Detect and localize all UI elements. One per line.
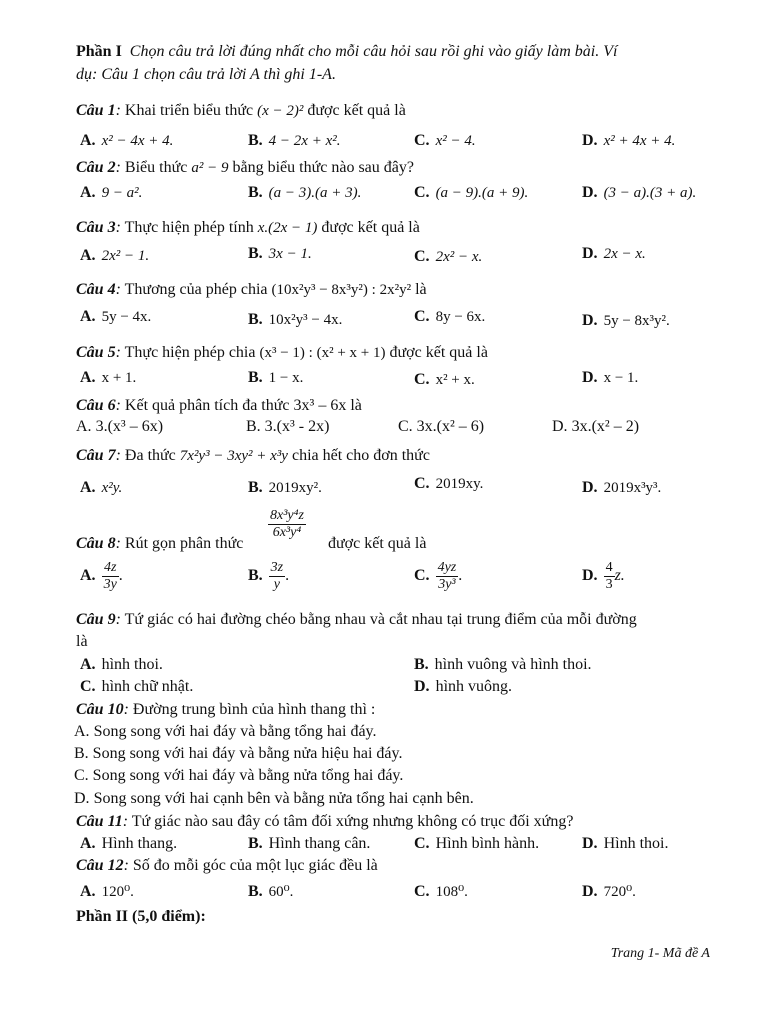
q7-option-a: A. x²y. [80,479,123,496]
q1-option-b: B. 4 − 2x + x². [248,132,341,149]
question-label: Câu 7 [76,447,116,464]
question-expression: 7x²y³ − 3xy² + x³y [179,448,288,464]
q6-option-b: B. 3.(x³ - 2x) [246,418,330,435]
question-4: Câu 4: Thương của phép chia (10x²y³ − 8x³y²) : 2x²y² là [76,281,427,298]
question-label: Câu 5 [76,344,116,361]
q12-option-a: A. 120⁰. [80,883,134,900]
q3-option-a: A. 2x² − 1. [80,247,150,264]
question-label: Câu 8 [76,535,116,552]
q11-option-d: D. Hình thoi. [582,835,669,852]
question-text: Tứ giác nào sau đây có tâm đối xứng nhưng không có trục đối xứng? [131,813,574,830]
q1-option-d: D. x² + 4x + 4. [582,132,676,149]
q12-option-c: C. 108⁰. [414,883,468,900]
q10-option-a: A. Song song với hai đáy và bằng tổng hai đáy. [74,723,377,740]
part1-line1 [76,42,617,62]
question-text: Số đo mỗi góc của một lục giác đều là [132,857,378,874]
question-12: Câu 12: Số đo mỗi góc của một lục giác đều là [76,857,378,874]
part2-title: Phần II (5,0 điểm): [76,908,206,925]
question-label: Câu 2 [76,159,116,176]
q4-option-c: C. 8y − 6x. [414,308,486,325]
q3-option-d: D. 2x − x. [582,245,646,262]
q5-option-b: B. 1 − x. [248,369,304,386]
question-text: Biểu thức [124,159,188,176]
part1-title: Phần I [76,43,122,60]
part1-instruction: Chọn câu trả lời đúng nhất cho mỗi câu hỏi sau rồi ghi vào giấy làm bài. Ví [129,43,618,60]
fraction-denominator: 6x³y⁴ [272,525,302,540]
q7-option-c: C. 2019xy. [414,475,484,492]
question-10: Câu 10: Đường trung bình của hình thang thì : [76,701,376,718]
q8-fraction [268,508,306,541]
q11-option-b: B. Hình thang cân. [248,835,371,852]
question-tail: là [415,281,427,298]
question-3: Câu 3: Thực hiện phép tính x.(2x − 1) được kết quả là [76,219,420,236]
q5-option-d: D. x − 1. [582,369,639,386]
question-tail: bằng biểu thức nào sau đây? [232,159,414,176]
q8-option-d: D. $\frac{4}{3}$ z. [582,560,625,592]
q8-option-b: B. $\frac{3z}{y}$ . [248,560,290,592]
question-text: Thương của phép chia [124,281,268,298]
q2-option-d: D. (3 − a).(3 + a). [582,184,697,201]
q6-option-a: A. 3.(x³ – 6x) [76,418,164,435]
question-9: Câu 9: Tứ giác có hai đường chéo bằng nhau và cắt nhau tại trung điểm của mỗi đường [76,611,637,628]
q9-option-b: B. hình vuông và hình thoi. [414,656,592,673]
q9-option-c: C. hình chữ nhật. [80,678,194,695]
q2-option-a: A. 9 − a². [80,184,143,201]
q10-option-b: B. Song song với hai đáy và bằng nửa hiệu hai đáy. [74,745,403,762]
question-label: Câu 10 [76,701,124,718]
question-text: Rút gọn phân thức [124,535,244,552]
q10-option-d: D. Song song với hai cạnh bên và bằng nửa tổng hai cạnh bên. [74,790,474,807]
q4-option-d: D. 5y − 8x³y². [582,312,670,329]
question-text: Thực hiện phép tính [124,219,254,236]
question-expression: (10x²y³ − 8x³y²) : 2x²y² [271,282,412,298]
q5-option-a: A. x + 1. [80,369,137,386]
question-label: Câu 3 [76,219,116,236]
q8-option-a: A. $\frac{4z}{3y}$ . [80,560,123,592]
question-tail: được kết quả là [307,102,406,119]
question-label: Câu 6 [76,397,116,414]
q9-option-d: D. hình vuông. [414,678,513,695]
q9-option-a: A. hình thoi. [80,656,163,673]
q3-option-b: B. 3x − 1. [248,245,312,262]
q5-option-c: C. x² + x. [414,371,475,388]
question-expression: a² − 9 [191,160,229,176]
question-label: Câu 1 [76,102,116,119]
q11-option-a: A. Hình thang. [80,835,178,852]
question-tail: được kết quả là [389,344,488,361]
q6-option-d: D. 3x.(x² – 2) [552,418,640,435]
question-text: Kết quả phân tích đa thức 3x³ – 6x là [124,397,362,414]
q1-option-a: A. x² − 4x + 4. [80,132,174,149]
question-label: Câu 11 [76,813,123,830]
question-expression: (x − 2)² [257,103,304,119]
question-11: Câu 11: Tứ giác nào sau đây có tâm đối xứng nhưng không có trục đối xứng? [76,813,574,830]
q11-option-c: C. Hình bình hành. [414,835,540,852]
question-label: Câu 4 [76,281,116,298]
q7-option-d: D. 2019x³y³. [582,479,662,496]
q4-option-b: B. 10x²y³ − 4x. [248,311,343,328]
question-text: Đường trung bình của hình thang thì : [132,701,376,718]
question-tail: được kết quả là [321,219,420,236]
question-9-cont: là [76,633,88,650]
question-1: Câu 1: Khai triển biểu thức (x − 2)² được kết quả là [76,102,406,119]
q10-option-c: C. Song song với hai đáy và bằng nửa tổng hai đáy. [74,767,404,784]
question-label: Câu 12 [76,857,124,874]
part1-instruction-cont: dụ: Câu 1 chọn câu trả lời A thì ghi 1-A. [76,66,336,83]
q1-option-c: C. x² − 4. [414,132,476,149]
q3-option-c: C. 2x² − x. [414,248,483,265]
q12-option-d: D. 720⁰. [582,883,636,900]
question-label: Câu 9 [76,611,116,628]
question-7: Câu 7: Đa thức 7x²y³ − 3xy² + x³y chia hết cho đơn thức [76,447,430,464]
question-8: Câu 8: Rút gọn phân thức [76,535,244,552]
q4-option-a: A. 5y − 4x. [80,308,152,325]
question-text: Đa thức [124,447,176,464]
q8-option-c: C. $\frac{4yz}{\text{3y³}}$ . [414,560,463,592]
question-6: Câu 6: Kết quả phân tích đa thức 3x³ – 6x là [76,397,362,414]
q12-option-b: B. 60⁰. [248,883,294,900]
q2-option-c: C. (a − 9).(a + 9). [414,184,529,201]
page-footer: Trang 1- Mã đề A [610,946,710,961]
question-text: Tứ giác có hai đường chéo bằng nhau và cắt nhau tại trung điểm của mỗi đường [124,611,637,628]
fraction-numerator: 8x³y⁴z [270,508,304,523]
question-tail: chia hết cho đơn thức [291,447,430,464]
question-5: Câu 5: Thực hiện phép chia (x³ − 1) : (x² + x + 1) được kết quả là [76,344,488,361]
question-text: Khai triển biểu thức [124,102,254,119]
question-text: Thực hiện phép chia [124,344,256,361]
q8-tail: được kết quả là [328,535,427,552]
q6-option-c: C. 3x.(x² – 6) [398,418,485,435]
q2-option-b: B. (a − 3).(a + 3). [248,184,362,201]
question-expression: (x³ − 1) : (x² + x + 1) [259,345,386,361]
q7-option-b: B. 2019xy². [248,479,322,496]
question-expression: x.(2x − 1) [257,220,318,236]
question-2: Câu 2: Biểu thức a² − 9 bằng biểu thức nào sau đây? [76,159,414,176]
